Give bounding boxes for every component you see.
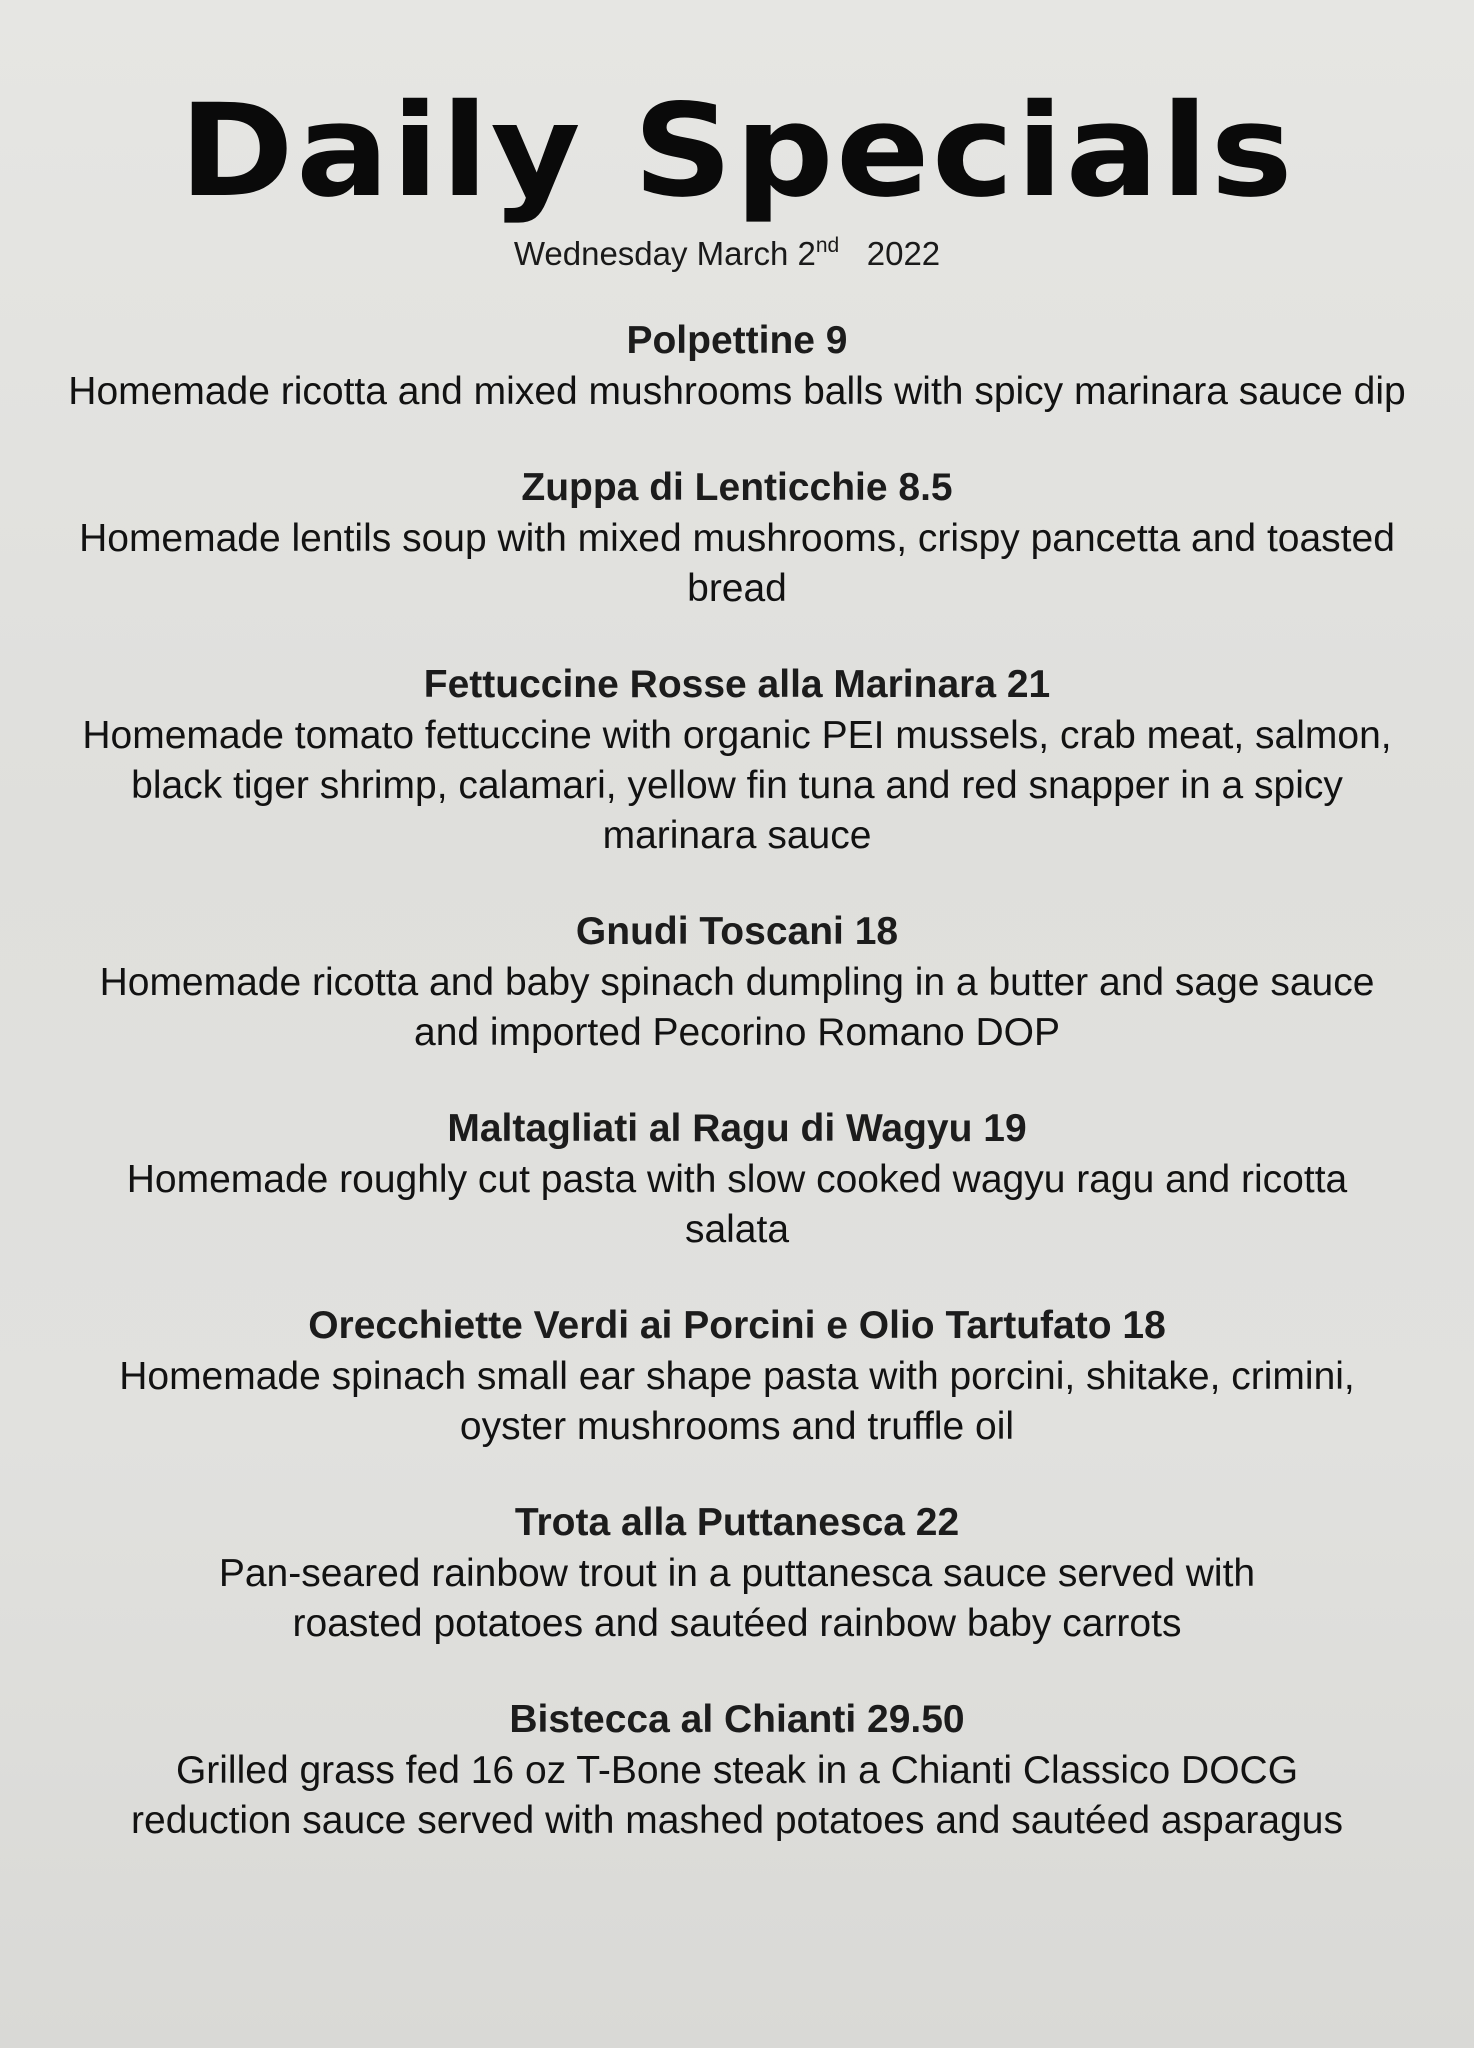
special-item [40, 1497, 1434, 1649]
item-name: Zuppa di Lenticchie 8.5 [521, 466, 953, 509]
item-description: Pan-seared rainbow trout in a puttanesca sauce served with roasted potatoes and sautéed rainbow baby carrots [218, 1552, 1256, 1645]
item-name: Fettuccine Rosse alla Marinara 21 [423, 663, 1051, 706]
item-name: Maltagliati al Ragu di Wagyu 19 [447, 1107, 1027, 1150]
date-text: Wednesday March 2 [513, 235, 816, 272]
date-ordinal: nd [815, 234, 840, 257]
item-description: Homemade spinach small ear shape pasta with porcini, shitake, crimini, oyster mushrooms and truffle oil [119, 1355, 1355, 1448]
special-item [40, 906, 1434, 1058]
item-name: Bistecca al Chianti 29.50 [509, 1698, 965, 1741]
item-description: Homemade roughly cut pasta with slow cooked wagyu ragu and ricotta salata [126, 1158, 1348, 1251]
item-name: Trota alla Puttanesca 22 [514, 1501, 960, 1544]
item-description: Homemade ricotta and baby spinach dumpling in a butter and sage sauce and imported Pecorino Romano DOP [99, 961, 1375, 1054]
menu-date [0, 226, 1464, 274]
date-year: 2022 [866, 235, 941, 272]
page-title: Daily Specials [179, 77, 1295, 226]
special-item [40, 1694, 1434, 1846]
item-name: Polpettine 9 [626, 319, 848, 362]
item-description: Grilled grass fed 16 oz T-Bone steak in a Chianti Classico DOCG reduction sauce served with mashed potatoes and sautéed asparagus [131, 1749, 1343, 1842]
specials-list [40, 315, 1434, 1891]
special-item [40, 1103, 1434, 1255]
item-description: Homemade tomato fettuccine with organic PEI mussels, crab meat, salmon, black tiger shrimp, calamari, yellow fin tuna and red snapper in a spicy marinara sauce [82, 714, 1392, 857]
special-item [40, 315, 1434, 417]
item-name: Gnudi Toscani 18 [575, 910, 899, 953]
item-description: Homemade ricotta and mixed mushrooms balls with spicy marinara sauce dip [68, 370, 1406, 413]
special-item [40, 659, 1434, 861]
special-item [40, 1300, 1434, 1452]
item-name: Orecchiette Verdi ai Porcini e Olio Tartufato 18 [308, 1304, 1166, 1347]
special-item [40, 462, 1434, 614]
item-description: Homemade lentils soup with mixed mushrooms, crispy pancetta and toasted bread [79, 517, 1395, 610]
